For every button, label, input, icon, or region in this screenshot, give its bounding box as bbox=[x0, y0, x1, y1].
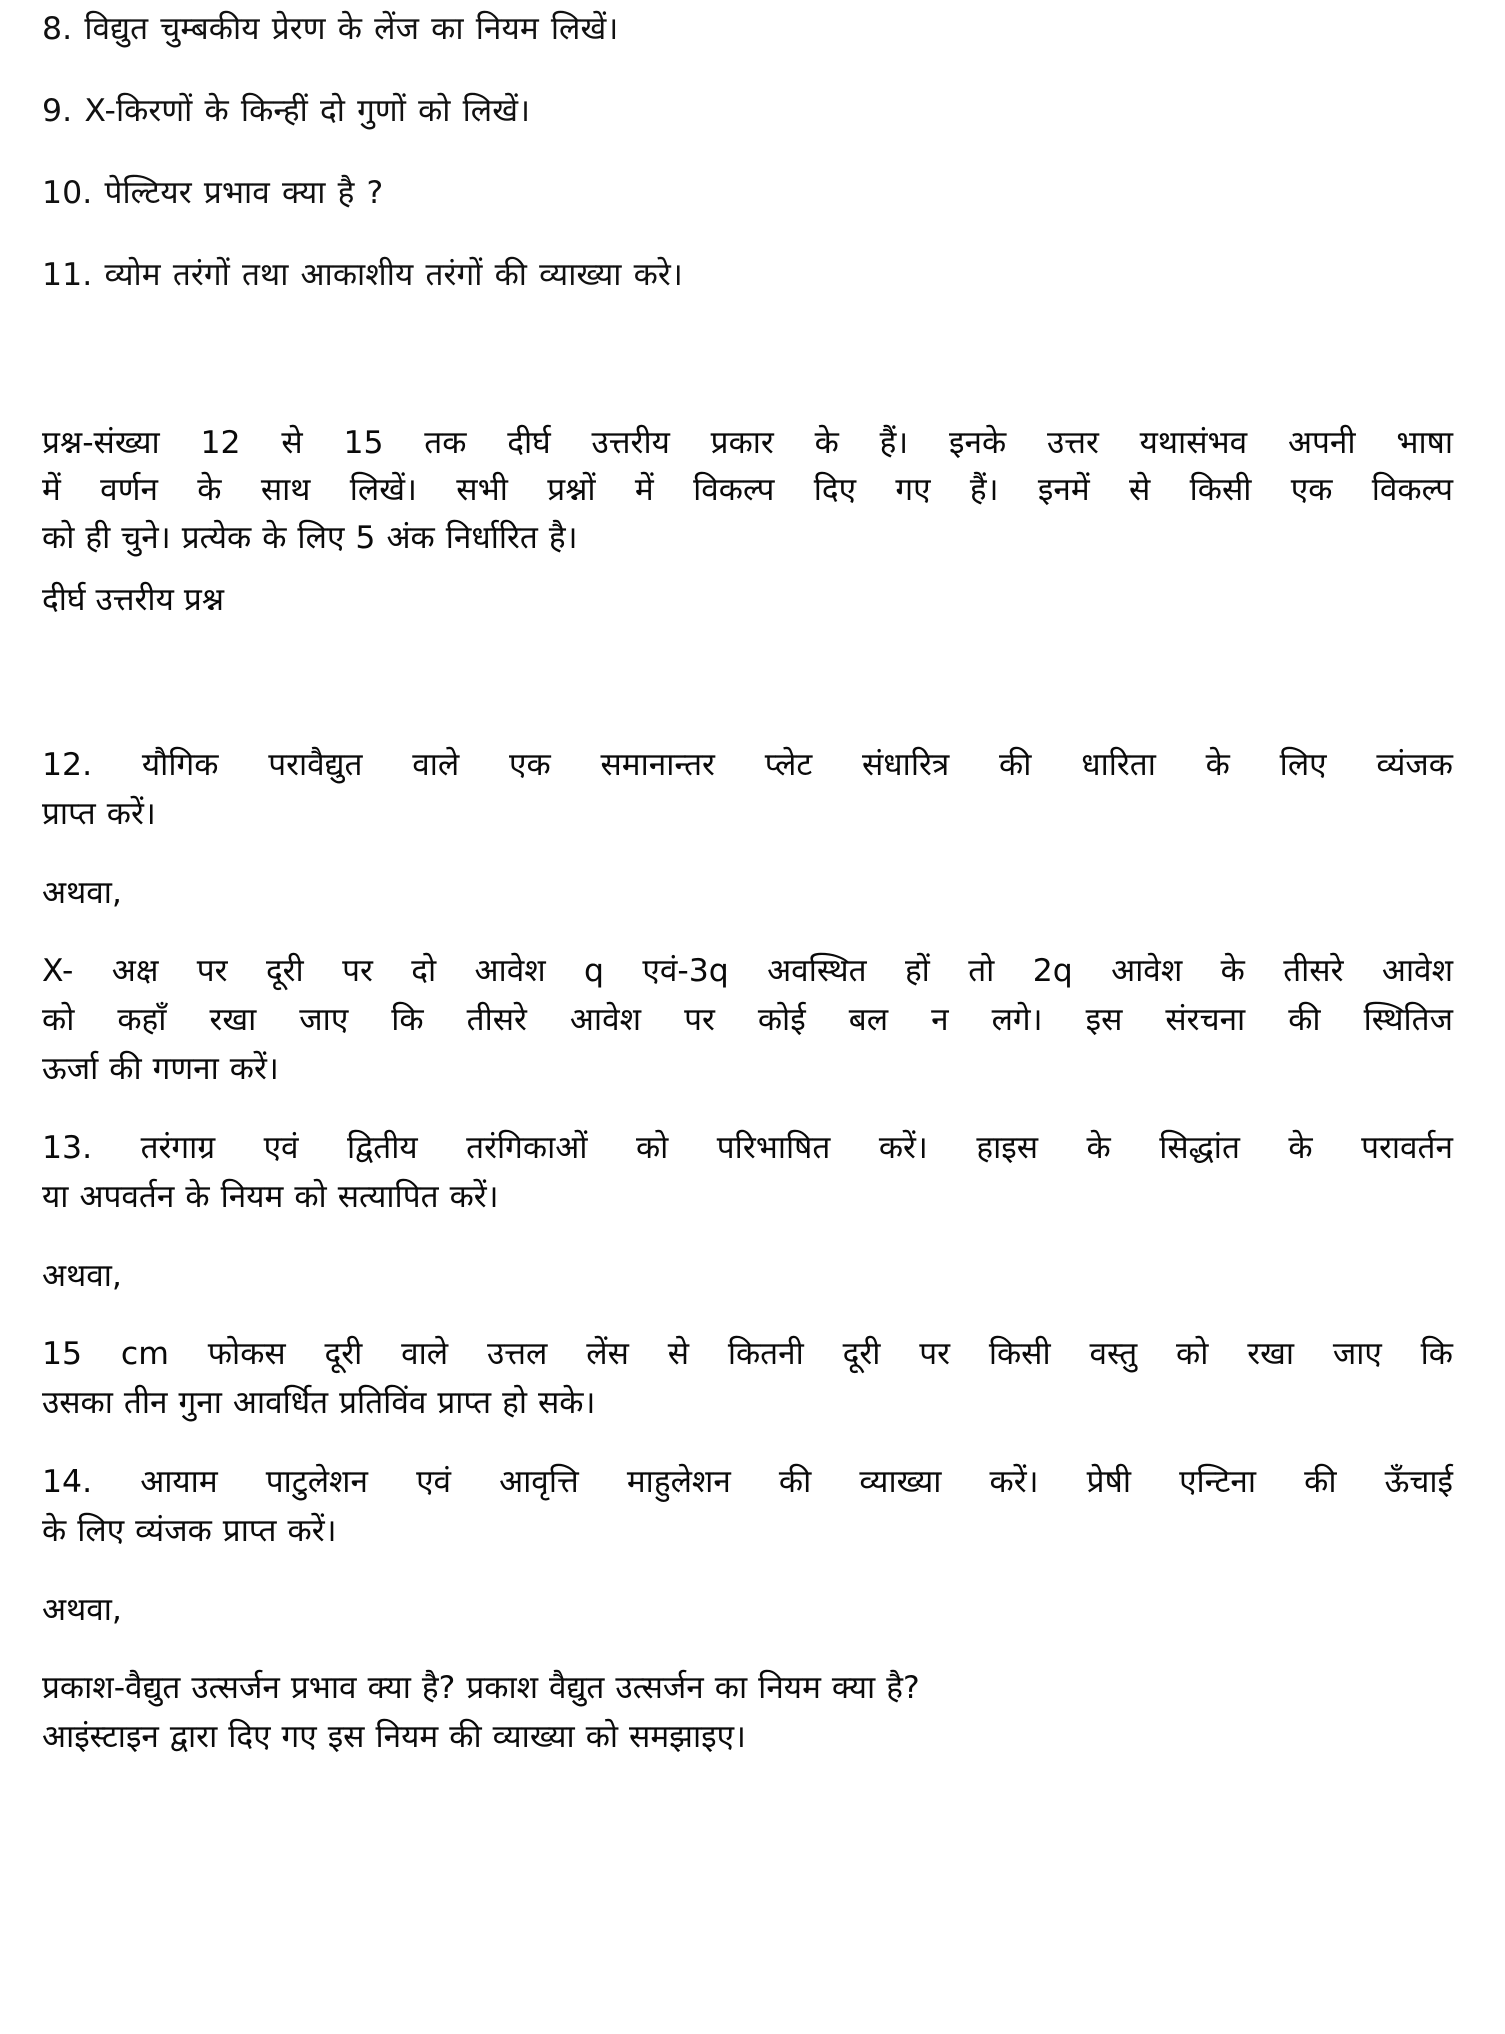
q12-alt-line-2: को कहाँ रखा जाए कि तीसरे आवेश पर कोई बल न लगे। इस संरचना की स्थितिज bbox=[42, 1002, 1453, 1039]
heading-spacer-extra bbox=[42, 711, 1453, 741]
q13-alt-line-2: उसका तीन गुना आवर्धित प्रतिविंव प्राप्त हो सके। bbox=[42, 1385, 596, 1422]
short-question-11: 11. व्योम तरंगों तथा आकाशीय तरंगों की व्याख्या करे। bbox=[42, 256, 683, 293]
q14-line-2: के लिए व्यंजक प्राप्त करें। bbox=[42, 1512, 337, 1549]
long-question-13 bbox=[42, 1124, 1453, 1428]
instruction-line-3: को ही चुने। प्रत्येक के लिए 5 अंक निर्धारित है। bbox=[42, 520, 578, 557]
q12-alt-line-3: ऊर्जा की गणना करें। bbox=[42, 1051, 279, 1088]
short-question-10: 10. पेल्टियर प्रभाव क्या है ? bbox=[42, 174, 384, 211]
long-question-12 bbox=[42, 741, 1453, 1094]
q14-or-label: अथवा, bbox=[42, 1591, 122, 1628]
short-question-9: 9. X-किरणों के किन्हीं दो गुणों को लिखें। bbox=[42, 92, 531, 129]
q13-alt-line-1: 15 cm फोकस दूरी वाले उत्तल लेंस से कितनी दूरी पर किसी वस्तु को रखा जाए कि bbox=[42, 1336, 1453, 1373]
q13-or-label: अथवा, bbox=[42, 1257, 122, 1294]
q12-alt-line-1: X- अक्ष पर दूरी पर दो आवेश q एवं-3q अवस्थित हों तो 2q आवेश के तीसरे आवेश bbox=[42, 953, 1453, 990]
instruction-paragraph bbox=[42, 420, 1453, 564]
short-question-8: 8. विद्युत चुम्बकीय प्रेरण के लेंज का नियम लिखें। bbox=[42, 11, 619, 47]
instruction-line-2: में वर्णन के साथ लिखें। सभी प्रश्नों में विकल्प दिए गए हैं। इनमें से किसी एक विकल्प bbox=[42, 472, 1453, 509]
q14-alt-line-1: प्रकाश-वैद्युत उत्सर्जन प्रभाव क्या है? प्रकाश वैद्युत उत्सर्जन का नियम क्या है? bbox=[42, 1670, 920, 1707]
instruction-line-1: प्रश्न-संख्या 12 से 15 तक दीर्घ उत्तरीय प्रकार के हैं। इनके उत्तर यथासंभव अपनी भाषा bbox=[42, 424, 1453, 461]
section-spacer bbox=[42, 334, 1453, 420]
short-question-list bbox=[42, 6, 1453, 300]
q13-line-2: या अपवर्तन के नियम को सत्यापित करें। bbox=[42, 1178, 499, 1215]
instruction-spacer bbox=[42, 563, 1453, 577]
q12-or-label: अथवा, bbox=[42, 874, 122, 911]
q13-line-1: 13. तरंगाग्र एवं द्वितीय तरंगिकाओं को परिभाषित करें। हाइस के सिद्धांत के परावर्तन bbox=[42, 1129, 1453, 1166]
q12-line-2: प्राप्त करें। bbox=[42, 795, 156, 832]
q12-line-1: 12. यौगिक परावैद्युत वाले एक समानान्तर प्लेट संधारित्र की धारिता के लिए व्यंजक bbox=[42, 747, 1453, 783]
long-question-14 bbox=[42, 1458, 1453, 1762]
q14-alt-line-2: आइंस्टाइन द्वारा दिए गए इस नियम की व्याख्या को समझाइए। bbox=[42, 1719, 746, 1756]
section-heading: दीर्घ उत्तरीय प्रश्न bbox=[42, 582, 225, 619]
document-body bbox=[42, 6, 1453, 1762]
q14-line-1: 14. आयाम पाटुलेशन एवं आवृत्ति माहुलेशन की व्याख्या करें। प्रेषी एन्टिना की ऊँचाई bbox=[42, 1463, 1453, 1500]
heading-spacer bbox=[42, 625, 1453, 711]
